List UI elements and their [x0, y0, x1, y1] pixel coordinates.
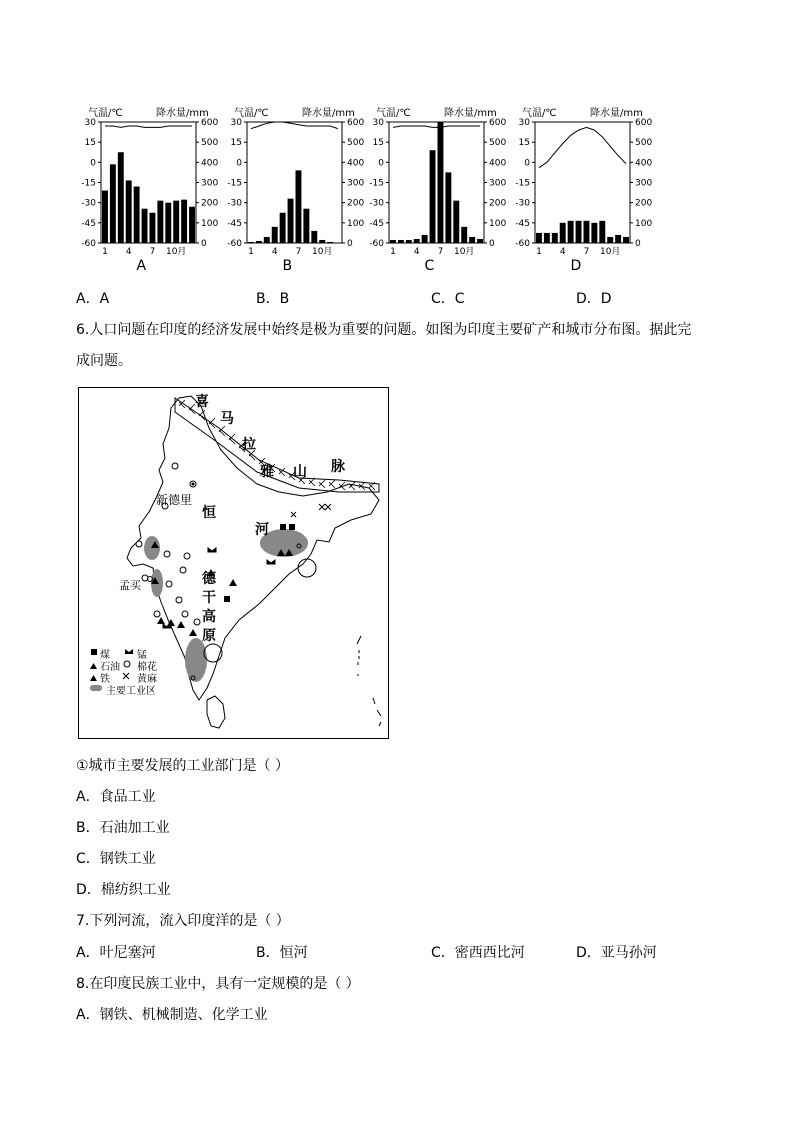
precip-bar [390, 240, 396, 243]
precip-tick-label: 500 [489, 138, 507, 149]
coal-symbol [289, 524, 295, 530]
precip-bar [280, 213, 286, 243]
coal-symbol [224, 596, 230, 602]
manganese-symbol [208, 548, 216, 552]
precip-axis-label: 降水量/mm [156, 108, 209, 119]
precip-tick-label: 400 [635, 158, 653, 169]
precip-bar [173, 201, 179, 243]
precip-bar [414, 239, 420, 243]
chart-letter: C [424, 258, 435, 274]
q7-option-c[interactable]: C．密西西比河 [431, 945, 525, 961]
precip-bar [406, 240, 412, 243]
precip-bar [536, 233, 542, 243]
label-la: 拉 [242, 437, 256, 453]
q6a-option-a[interactable]: A．食品工业 [76, 789, 156, 805]
q6-stem: 6.人口问题在印度的经济发展中始终是极为重要的问题。如图为印度主要矿产和城市分布图。据此完 [76, 322, 692, 338]
q8-stem: 8.在印度民族工业中，具有一定规模的是（ ） [76, 976, 360, 992]
q7-option-b[interactable]: B．恒河 [256, 945, 308, 961]
temp-tick-label: 30 [84, 118, 96, 128]
q6-stem-cont: 成问题。 [76, 353, 132, 369]
jute-symbol [319, 504, 331, 510]
precip-bar [552, 233, 558, 243]
temp-tick-label: 15 [372, 138, 384, 149]
temp-tick-label: -30 [369, 198, 384, 209]
precip-tick-label: 600 [347, 118, 365, 128]
precip-tick-label: 100 [347, 218, 365, 229]
q7-option-d[interactable]: D．亚马孙河 [576, 945, 657, 961]
temp-tick-label: -30 [515, 198, 530, 209]
precip-bar [256, 241, 262, 243]
label-shan: 山 [293, 464, 307, 480]
x-tick-label: 10月 [311, 247, 333, 257]
precip-tick-label: 300 [635, 178, 653, 189]
legend-manganese-icon [125, 649, 133, 654]
temp-line [393, 126, 480, 127]
himalaya-hatch [175, 398, 379, 492]
temp-axis-label: 气温/℃ [88, 108, 123, 119]
precip-bar [607, 237, 613, 243]
x-tick-label: 7 [583, 247, 590, 257]
precip-tick-label: 600 [201, 118, 219, 128]
iron-symbol [157, 617, 165, 624]
precip-bar [568, 221, 574, 243]
legend-coal: 煤 [100, 650, 110, 661]
x-tick-label: 10月 [599, 247, 621, 257]
iron-symbol [189, 629, 197, 636]
temp-tick-label: -60 [369, 239, 384, 249]
q5-option-c[interactable]: C．C [431, 291, 465, 307]
precip-bar [560, 223, 566, 243]
label-gan: 干 [202, 590, 216, 606]
x-tick-label: 7 [149, 247, 156, 257]
x-tick-label: 10月 [453, 247, 475, 257]
temp-line [105, 126, 192, 127]
label-xi: 喜 [195, 394, 209, 410]
temp-line [251, 122, 338, 129]
legend-coal-icon [91, 649, 97, 655]
q7-option-a[interactable]: A．叶尼塞河 [76, 945, 156, 961]
q6a-option-d[interactable]: D．棉纺织工业 [76, 882, 171, 898]
legend-jute: 黄麻 [137, 674, 157, 685]
label-gao: 高 [202, 609, 216, 625]
precip-tick-label: 400 [489, 158, 507, 169]
label-ma: 马 [220, 411, 234, 427]
cotton-symbol [182, 611, 188, 617]
precip-bar [126, 180, 132, 243]
legend-iron: 铁 [100, 674, 110, 685]
legend-cotton-icon [124, 661, 130, 667]
manganese-symbol [267, 560, 275, 564]
precip-bar [327, 242, 333, 243]
precip-bar [398, 240, 404, 243]
temp-axis-label: 气温/℃ [376, 108, 411, 119]
plot-frame [247, 122, 342, 243]
temp-tick-label: 0 [236, 158, 242, 169]
x-tick-label: 1 [390, 247, 396, 257]
temp-tick-label: 0 [524, 158, 530, 169]
cotton-symbol [194, 619, 200, 625]
precip-bar [544, 233, 550, 243]
precip-tick-label: 400 [347, 158, 365, 169]
legend-iron-icon [90, 675, 97, 681]
q5-option-d[interactable]: D．D [576, 291, 612, 307]
precip-axis-label: 降水量/mm [302, 108, 355, 119]
jute-symbol [291, 512, 296, 517]
q6a-option-c[interactable]: C．钢铁工业 [76, 851, 156, 867]
label-yuan: 原 [202, 628, 216, 644]
precip-bar [134, 187, 140, 243]
x-tick-label: 1 [536, 247, 542, 257]
cotton-symbol [164, 551, 170, 557]
temp-tick-label: 30 [518, 118, 530, 128]
temp-tick-label: -30 [227, 198, 242, 209]
precip-tick-label: 100 [201, 218, 219, 229]
coal-symbol [280, 524, 286, 530]
precip-bar [469, 237, 475, 243]
x-tick-label: 1 [102, 247, 108, 257]
q5-option-b[interactable]: B．B [256, 291, 290, 307]
temp-tick-label: -45 [227, 218, 242, 229]
precip-bar [461, 227, 467, 243]
cotton-symbol [136, 541, 142, 547]
precip-bar [438, 122, 444, 243]
cotton-symbol [172, 463, 178, 469]
cotton-symbol [184, 553, 190, 559]
temp-tick-label: 15 [518, 138, 530, 149]
cotton-symbol [154, 611, 160, 617]
iron-symbol [177, 621, 185, 628]
precip-bar [150, 213, 156, 243]
precip-tick-label: 200 [489, 198, 507, 209]
precip-bar [272, 227, 278, 243]
label-new-delhi: 新德里 [156, 493, 193, 507]
plot-frame [389, 122, 484, 243]
precip-tick-label: 200 [347, 198, 365, 209]
temp-tick-label: -15 [515, 178, 530, 189]
precip-bar [288, 199, 294, 243]
label-mumbai: 孟买 [119, 579, 141, 592]
city-1-circle [298, 559, 316, 577]
temp-tick-label: 15 [230, 138, 242, 149]
cotton-symbol [166, 581, 172, 587]
precip-tick-label: 500 [201, 138, 219, 149]
precip-tick-label: 500 [635, 138, 653, 149]
precip-bar [430, 150, 436, 243]
label-he: 河 [255, 522, 269, 538]
temp-tick-label: -15 [81, 178, 96, 189]
precip-tick-label: 300 [489, 178, 507, 189]
city-2-circle [204, 644, 222, 662]
chart-letter: D [570, 258, 582, 274]
precip-tick-label: 0 [201, 239, 207, 249]
precip-bar [311, 231, 317, 243]
precip-tick-label: 300 [347, 178, 365, 189]
temp-axis-label: 气温/℃ [234, 108, 269, 119]
precip-bar [615, 235, 621, 243]
precip-bar [445, 172, 451, 243]
temp-tick-label: -15 [369, 178, 384, 189]
temp-tick-label: -45 [81, 218, 96, 229]
q6a-stem: ①城市主要发展的工业部门是（ ） [76, 758, 290, 774]
plot-frame [535, 122, 630, 243]
precip-tick-label: 200 [635, 198, 653, 209]
legend-oil-icon [90, 663, 97, 669]
temp-tick-label: -30 [81, 198, 96, 209]
x-tick-label: 1 [248, 247, 254, 257]
q6a-option-b[interactable]: B．石油加工业 [76, 820, 170, 836]
precip-bar [584, 221, 590, 243]
precip-bar [157, 201, 163, 243]
cotton-symbol [180, 567, 186, 573]
precip-bar [303, 209, 309, 243]
label-heng: 恒 [202, 505, 216, 521]
temp-tick-label: -60 [515, 239, 530, 249]
precip-bar [319, 240, 325, 243]
precip-bar [118, 152, 124, 243]
precip-tick-label: 100 [489, 218, 507, 229]
q8-option-a[interactable]: A．钢铁、机械制造、化学工业 [76, 1007, 268, 1023]
legend-industrial-icon [90, 685, 102, 691]
precip-bar [110, 164, 116, 243]
precip-bar [165, 203, 171, 243]
x-tick-label: 7 [295, 247, 302, 257]
temp-line [539, 127, 626, 167]
precip-bar [248, 242, 254, 243]
precip-tick-label: 0 [635, 239, 641, 249]
precip-tick-label: 200 [201, 198, 219, 209]
precip-tick-label: 600 [489, 118, 507, 128]
precip-bar [422, 235, 428, 243]
temp-tick-label: -15 [227, 178, 242, 189]
x-tick-label: 10月 [165, 247, 187, 257]
temp-tick-label: 0 [378, 158, 384, 169]
legend-cotton: 棉花 [137, 662, 157, 673]
precip-tick-label: 500 [347, 138, 365, 149]
precip-axis-label: 降水量/mm [444, 108, 497, 119]
cotton-symbol [142, 575, 148, 581]
precip-tick-label: 600 [635, 118, 653, 128]
legend-industrial: 主要工业区 [106, 686, 156, 697]
temp-tick-label: -45 [369, 218, 384, 229]
iron-symbol [229, 579, 237, 586]
india-map [78, 387, 389, 739]
x-tick-label: 4 [271, 247, 278, 257]
cotton-symbol [176, 597, 182, 603]
legend-manganese: 锰 [137, 650, 147, 661]
climate-chart-d [510, 100, 710, 280]
temp-tick-label: -60 [81, 239, 96, 249]
x-tick-label: 4 [125, 247, 132, 257]
temp-tick-label: -60 [227, 239, 242, 249]
precip-bar [477, 239, 483, 243]
precip-bar [264, 237, 270, 243]
precip-bar [189, 207, 195, 243]
label-ya: 雅 [260, 464, 274, 480]
legend-jute-icon [123, 673, 129, 679]
temp-tick-label: 0 [90, 158, 96, 169]
q5-option-a[interactable]: A．A [76, 291, 110, 307]
precip-tick-label: 0 [347, 239, 353, 249]
temp-tick-label: 30 [372, 118, 384, 128]
label-de: 德 [202, 571, 216, 587]
x-tick-label: 4 [413, 247, 420, 257]
precip-axis-label: 降水量/mm [590, 108, 643, 119]
precip-tick-label: 300 [201, 178, 219, 189]
q7-stem: 7.下列河流，流入印度洋的是（ ） [76, 913, 290, 929]
x-tick-label: 4 [559, 247, 566, 257]
precip-bar [599, 221, 605, 243]
precip-bar [453, 201, 459, 243]
sri-lanka-outline [207, 696, 225, 728]
precip-tick-label: 0 [489, 239, 495, 249]
precip-bar [142, 209, 148, 243]
precip-bar [576, 221, 582, 243]
precip-bar [591, 223, 597, 243]
precip-bar [102, 191, 108, 243]
precip-bar [623, 237, 629, 243]
precip-bar [181, 200, 187, 243]
temp-axis-label: 气温/℃ [522, 108, 557, 119]
precip-tick-label: 400 [201, 158, 219, 169]
temp-tick-label: -45 [515, 218, 530, 229]
x-tick-label: 7 [437, 247, 444, 257]
delhi-marker-dot [192, 483, 194, 485]
chart-letter: A [136, 258, 147, 274]
chart-letter: B [282, 258, 293, 274]
temp-tick-label: 15 [84, 138, 96, 149]
label-mai: 脉 [331, 459, 345, 475]
precip-bar [296, 170, 302, 243]
precip-tick-label: 100 [635, 218, 653, 229]
legend-oil: 石油 [100, 662, 120, 673]
temp-tick-label: 30 [230, 118, 242, 128]
